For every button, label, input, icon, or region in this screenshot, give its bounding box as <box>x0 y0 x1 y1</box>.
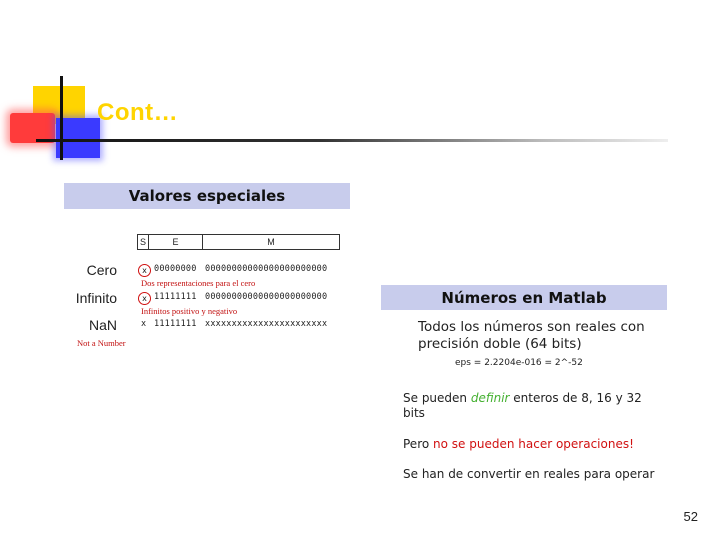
exponent-field-label: E <box>149 235 203 249</box>
row-label-infinity: Infinito <box>75 290 117 306</box>
mantissa-bits-infinity: 00000000000000000000000 <box>205 292 328 302</box>
sign-bit-nan: x <box>141 319 147 329</box>
exponent-bits-infinity: 11111111 <box>154 292 197 302</box>
title-underline <box>36 139 668 142</box>
sign-field-label: S <box>138 235 149 249</box>
define-highlight: definir <box>470 391 510 405</box>
integer-types-text <box>403 391 653 421</box>
row-label-nan: NaN <box>88 317 117 333</box>
mantissa-field-label: M <box>267 237 275 247</box>
note-infinity: Infinitos positivo y negativo <box>141 306 238 316</box>
special-values-header: Valores especiales <box>64 183 350 209</box>
bit-field-header <box>137 234 340 250</box>
decorative-vertical-line <box>60 76 63 160</box>
exponent-bits-nan: 11111111 <box>154 319 197 329</box>
sign-bit-infinity: x <box>138 292 151 305</box>
integer-types-text-start: Se pueden <box>403 391 471 405</box>
mantissa-bits-zero: 00000000000000000000000 <box>205 264 328 274</box>
convert-to-reals-text: Se han de convertir en reales para operar <box>403 467 655 481</box>
no-operations-highlight: no se pueden hacer operaciones! <box>433 437 634 451</box>
note-nan: Not a Number <box>77 338 126 348</box>
note-zero: Dos representaciones para el cero <box>141 278 256 288</box>
row-label-zero: Cero <box>86 262 117 278</box>
eps-formula: eps = 2.2204e-016 = 2^-52 <box>455 358 583 368</box>
sign-bit-zero: x <box>138 264 151 277</box>
slide-title: Cont… <box>97 99 179 126</box>
exponent-bits-zero: 00000000 <box>154 264 197 274</box>
matlab-numbers-header: Números en Matlab <box>381 285 667 310</box>
mantissa-bits-nan: xxxxxxxxxxxxxxxxxxxxxxx <box>205 319 328 329</box>
no-operations-text <box>403 437 634 451</box>
double-precision-text: Todos los números son reales con precisión doble (64 bits) <box>418 319 645 352</box>
no-operations-text-start: Pero <box>403 437 434 451</box>
integer-types-text-end: enteros de 8, 16 y 32 bits <box>403 391 642 420</box>
page-number: 52 <box>683 509 698 524</box>
